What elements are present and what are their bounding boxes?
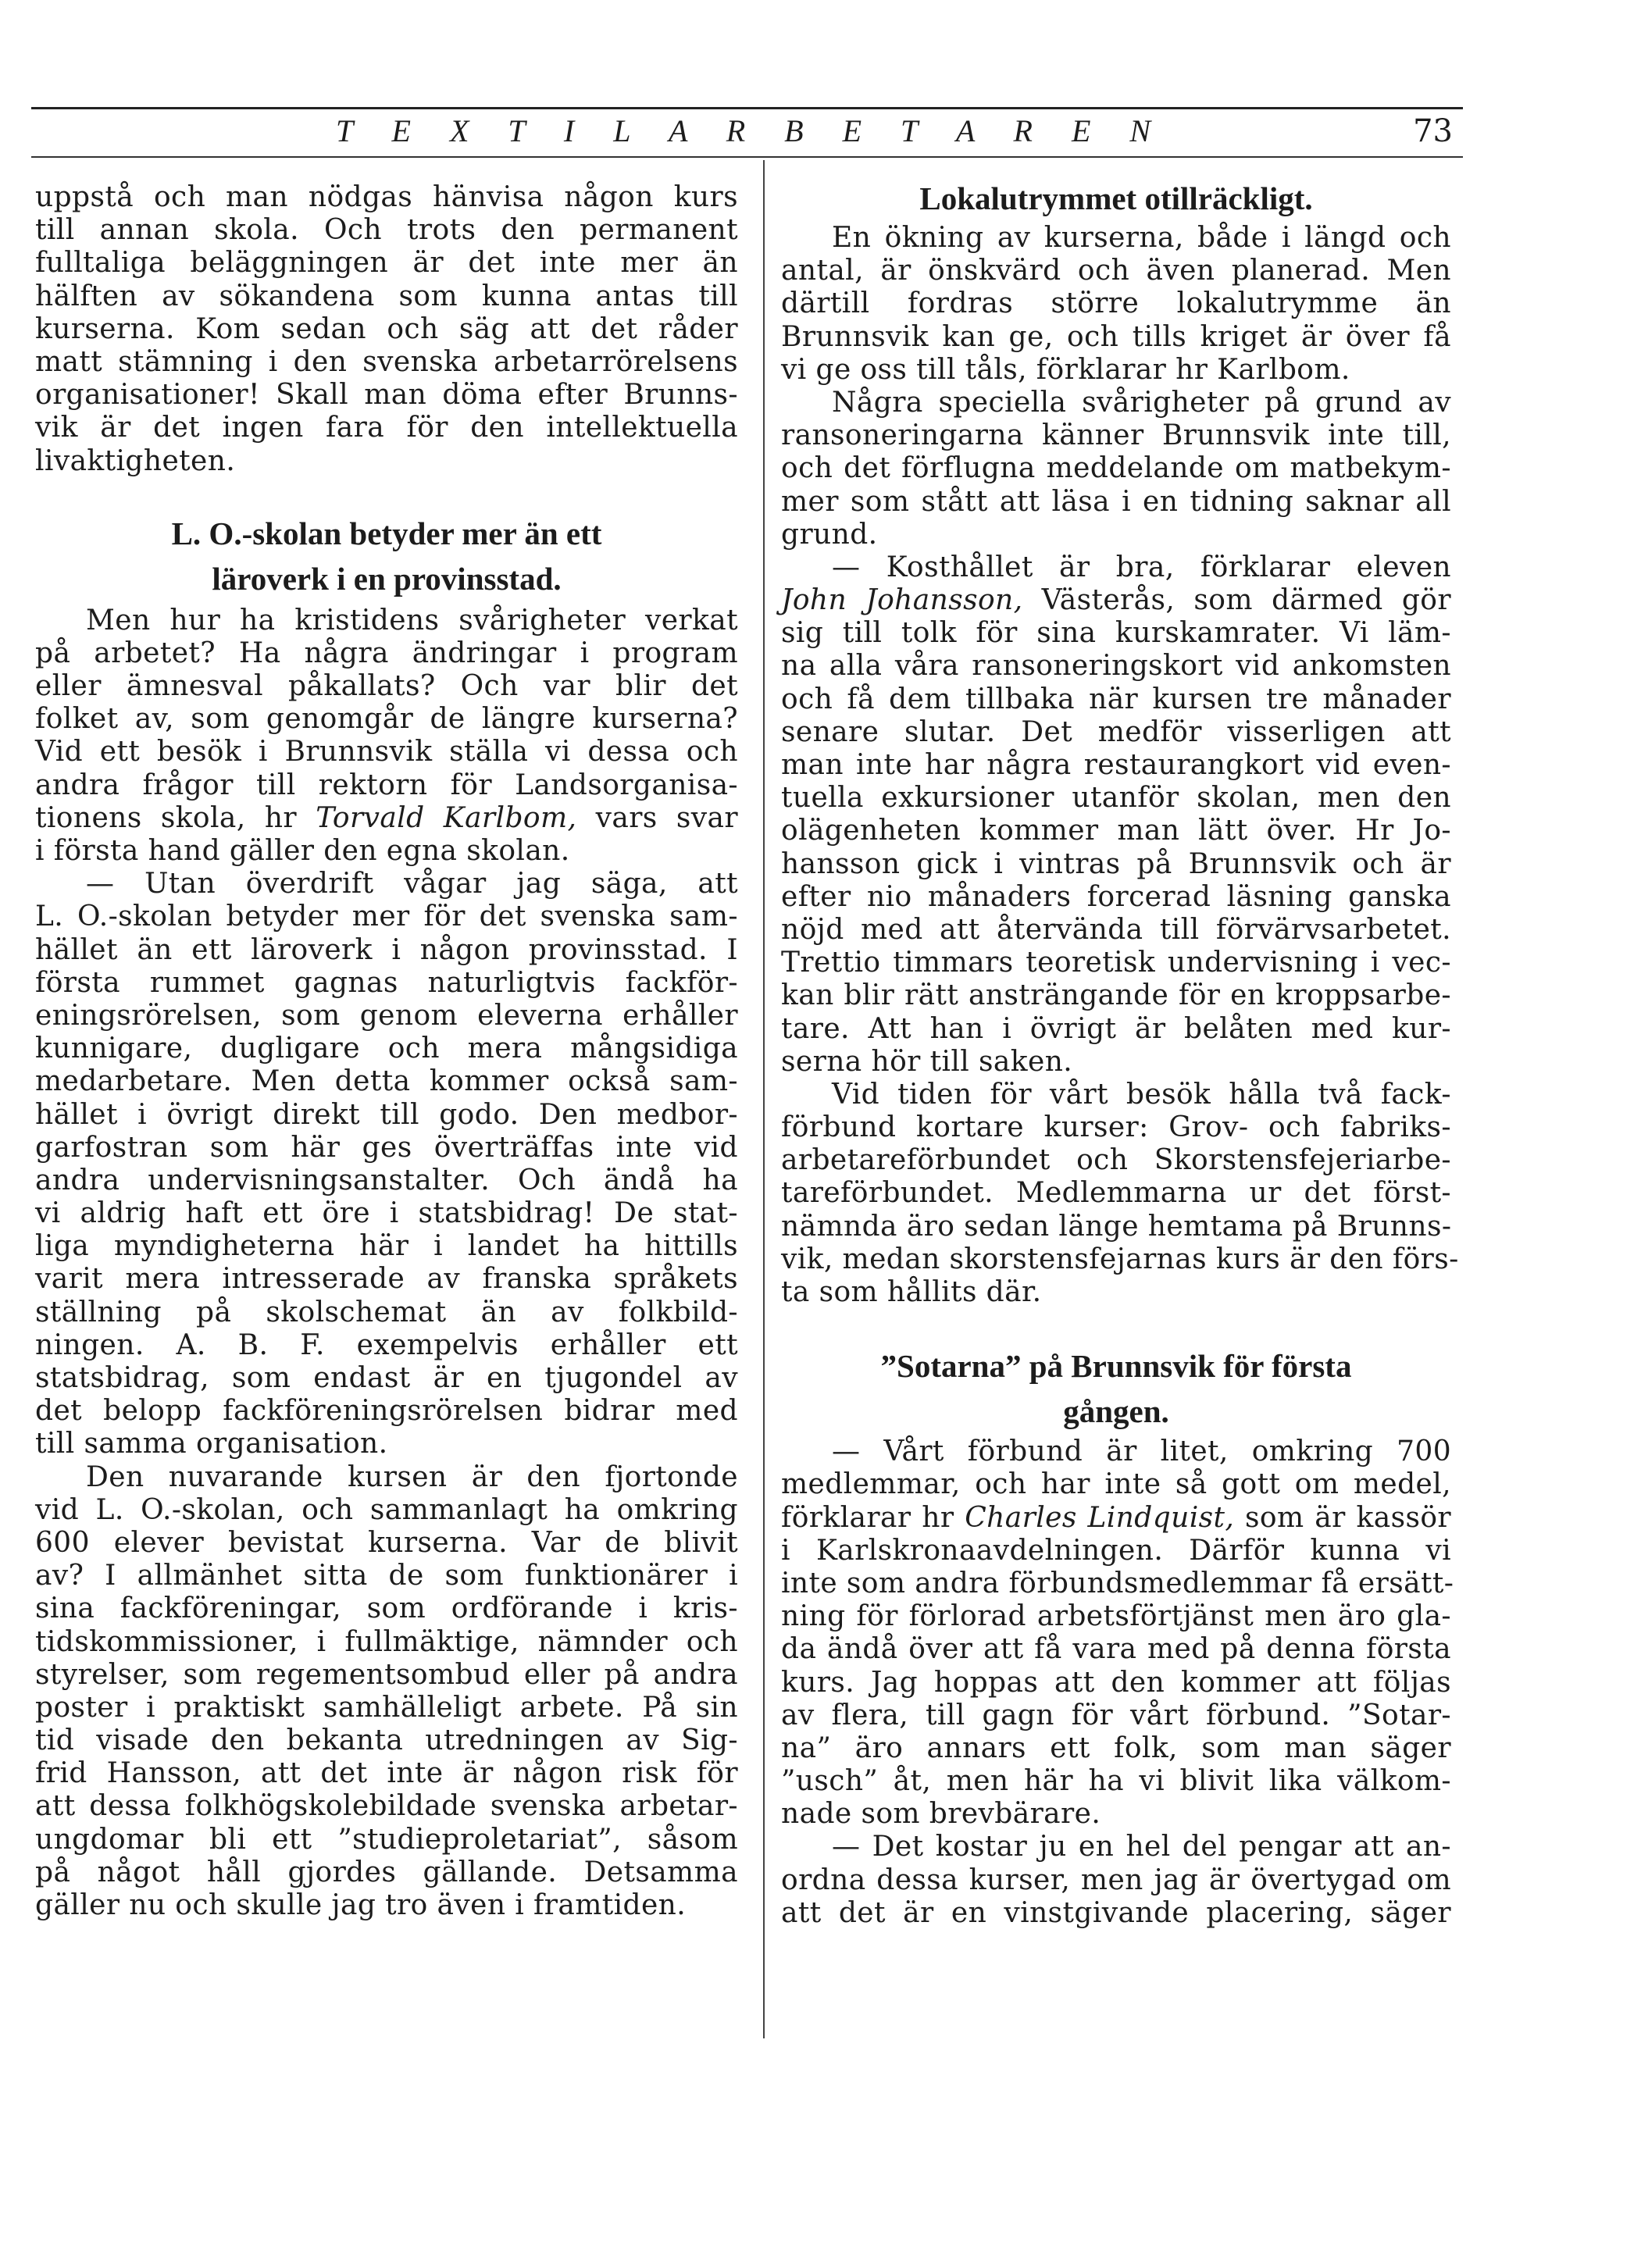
text-line: fulltaliga beläggningen är det inte mer än: [35, 247, 738, 280]
text-line: vik är det ingen fara för den intellektuella: [35, 412, 738, 444]
text-line: ”usch” åt, men här ha vi blivit lika välkom-: [781, 1765, 1451, 1798]
text-line: andra undervisningsanstalter. Och ändå ha: [35, 1164, 738, 1196]
text-run: Västerås, som därmed gör: [1022, 584, 1451, 617]
text-line: — Det kostar ju en hel del pengar att an-: [832, 1831, 1451, 1863]
text-line: ransoneringarna känner Brunnsvik inte till,: [781, 419, 1451, 452]
text-line: tareförbundet. Medlemmarna ur det först-: [781, 1177, 1451, 1210]
text-line: nade som brevbärare.: [781, 1798, 1101, 1831]
text-line: uppstå och man nödgas hänvisa någon kurs: [35, 181, 738, 213]
text-line: statsbidrag, som endast är en tjugondel av: [35, 1362, 738, 1394]
text-line: varit mera intresserade av franska språkets: [35, 1263, 738, 1296]
paragraph: [781, 387, 1451, 551]
text-line: av flera, till gagn för vårt förbund. ”Sotar-: [781, 1699, 1451, 1731]
text-line: medarbetare. Men detta kommer också sam-: [35, 1065, 738, 1098]
section-heading: L. O.-skolan betyder mer än ett: [171, 515, 602, 551]
paragraph: [35, 1461, 738, 1923]
section-heading: Lokalutrymmet otillräckligt.: [919, 180, 1313, 216]
text-line: antal, är önskvärd och även planerad. Men: [781, 255, 1451, 287]
paragraph: [781, 1435, 1454, 1831]
text-line: serna hör till saken.: [781, 1045, 1073, 1078]
text-line: kan blir rätt ansträngande för en kroppsarbe-: [781, 979, 1451, 1012]
person-name: Torvald Karlbom,: [316, 801, 577, 834]
text-line: efter nio månaders forcerad läsning ganska: [781, 880, 1451, 913]
text-line: [781, 1502, 1451, 1535]
text-line: senare slutar. Det medför visserligen att: [781, 715, 1451, 748]
text-line: 600 elever bevistat kurserna. Var de blivit: [35, 1526, 738, 1559]
paragraph: [35, 868, 738, 1460]
text-line: livaktigheten.: [35, 444, 236, 477]
text-line: na” äro annars ett folk, som man säger: [781, 1731, 1451, 1764]
text-line: grund.: [781, 518, 878, 551]
text-line: organisationer! Skall man döma efter Brunns-: [35, 379, 738, 412]
text-line: tuella exkursioner utanför skolan, men den: [781, 782, 1451, 815]
text-line: vi aldrig haft ett öre i statsbidrag! De stat-: [35, 1197, 738, 1230]
text-line: och det förflugna meddelande om matbekym-: [781, 452, 1451, 485]
paragraph: [35, 181, 738, 478]
text-line: vi ge oss till tåls, förklarar hr Karlbom.: [781, 353, 1350, 386]
left-column: [35, 181, 738, 1922]
paragraph: [781, 222, 1451, 387]
text-line: tid visade den bekanta utredningen av Sig-: [35, 1724, 738, 1757]
text-line: [35, 802, 738, 835]
paragraph: [35, 604, 738, 868]
text-line: poster i praktiskt samhälleligt arbete. På sin: [35, 1691, 738, 1724]
text-line: vik, medan skorstensfejarnas kurs är den förs-: [781, 1243, 1459, 1275]
text-line: Några speciella svårigheter på grund av: [832, 386, 1451, 419]
text-line: hället i övrigt direkt till godo. Den medbor-: [35, 1098, 738, 1131]
text-line: ställning på skolschemat än av folkbild-: [35, 1296, 738, 1328]
text-line: till annan skola. Och trots den permanent: [35, 214, 738, 247]
text-line: eller ämnesval påkallats? Och var blir det: [35, 670, 738, 703]
text-line: Vid tiden för vårt besök hålla två fack-: [832, 1078, 1451, 1111]
text-line: nämnda äro sedan länge hemtama på Brunns-: [781, 1210, 1452, 1243]
text-line: till samma organisation.: [35, 1428, 388, 1460]
header-rule-bottom: [31, 156, 1463, 158]
paragraph: [781, 551, 1451, 1079]
text-line: liga myndigheterna här i landet ha hittills: [35, 1230, 738, 1263]
text-line: första rummet gagnas naturligtvis fackför-: [35, 966, 738, 999]
section-heading: läroverk i en provinsstad.: [212, 560, 562, 597]
running-header-title: T E X T I L A R B E T A R E N: [336, 113, 1167, 148]
text-line: eningsrörelsen, som genom eleverna erhåller: [35, 999, 738, 1032]
text-line: hansson gick i vintras på Brunnsvik och är: [781, 847, 1451, 880]
text-line: Men hur ha kristidens svårigheter verkat: [86, 604, 738, 637]
text-line: [781, 584, 1451, 617]
text-line: på något håll gjordes gällande. Detsamma: [35, 1856, 738, 1888]
text-line: ordna dessa kurser, men jag är övertygad om: [781, 1863, 1451, 1896]
text-line: kurserna. Kom sedan och säg att det råder: [35, 312, 738, 345]
right-column: [781, 180, 1459, 1930]
text-line: Den nuvarande kursen är den fjortonde: [86, 1460, 738, 1493]
text-line: sig till tolk för sina kurskamrater. Vi läm-: [781, 617, 1451, 650]
text-line: olägenheten kommer man lätt över. Hr Jo-: [781, 815, 1451, 847]
text-line: Brunnsvik kan ge, och tills kriget är över få: [781, 320, 1451, 353]
text-line: därtill fordras större lokalutrymme än: [781, 287, 1451, 320]
text-line: ta som hållits där.: [781, 1276, 1042, 1308]
person-name: John Johansson,: [781, 584, 1023, 617]
text-line: matt stämning i den svenska arbetarrörelsens: [35, 345, 738, 378]
text-line: sina fackföreningar, som ordförande i kris-: [35, 1592, 738, 1625]
text-line: inte som andra förbundsmedlemmar få ersätt-: [781, 1567, 1454, 1599]
text-line: tare. Att han i övrigt är belåten med kur-: [781, 1012, 1451, 1045]
text-line: na alla våra ransoneringskort vid ankomsten: [781, 650, 1451, 683]
text-line: Vid ett besök i Brunnsvik ställa vi dessa och: [35, 736, 738, 768]
text-line: L. O.-skolan betyder mer för det svenska sam-: [35, 900, 738, 933]
text-line: ningen. A. B. F. exempelvis erhåller ett: [35, 1328, 738, 1361]
text-line: kurs. Jag hoppas att den kommer att följas: [781, 1666, 1451, 1699]
text-line: vid L. O.-skolan, och sammanlagt ha omkring: [35, 1493, 738, 1526]
section-heading: ”Sotarna” på Brunnsvik för första: [880, 1348, 1352, 1385]
text-line: Trettio timmars teoretisk undervisning i vec-: [781, 947, 1451, 979]
text-line: — Vårt förbund är litet, omkring 700: [832, 1435, 1451, 1468]
text-line: gäller nu och skulle jag tro även i framtiden.: [35, 1889, 687, 1921]
text-line: förbund kortare kurser: Grov- och fabriks-: [781, 1111, 1451, 1144]
text-line: En ökning av kurserna, både i längd och: [832, 222, 1451, 254]
text-run: förklarar hr: [781, 1501, 965, 1534]
person-name: Charles Lindquist,: [965, 1501, 1235, 1534]
text-line: hälften av sökandena som kunna antas till: [35, 280, 738, 312]
text-line: arbetareförbundet och Skorstensfejeriarbe-: [781, 1144, 1451, 1177]
paragraph: [781, 1078, 1459, 1309]
text-line: man inte har några restaurangkort vid even-: [781, 749, 1451, 781]
text-line: att det är en vinstgivande placering, säger: [781, 1896, 1451, 1929]
text-line: i Karlskronaavdelningen. Därför kunna vi: [781, 1534, 1451, 1567]
text-line: tidskommissioner, i fullmäktige, nämnder och: [35, 1625, 738, 1658]
page-number: 73: [1413, 113, 1453, 149]
text-line: och få dem tillbaka när kursen tre månader: [781, 683, 1451, 715]
text-line: folket av, som genomgår de längre kurserna?: [35, 703, 738, 736]
text-line: — Kosthållet är bra, förklarar eleven: [832, 551, 1451, 583]
text-line: ungdomar bli ett ”studieproletariat”, såsom: [35, 1823, 738, 1856]
text-line: av? I allmänhet sitta de som funktionärer i: [35, 1560, 738, 1592]
paragraph: [781, 1831, 1451, 1930]
text-line: att dessa folkhögskolebildade svenska arbetar-: [35, 1790, 738, 1823]
text-line: det belopp fackföreningsrörelsen bidrar med: [35, 1395, 738, 1428]
text-line: mer som stått att läsa i en tidning saknar all: [781, 485, 1451, 518]
text-line: garfostran som här ges överträffas inte vid: [35, 1131, 738, 1164]
section-heading: gången.: [1063, 1393, 1169, 1430]
text-line: andra frågor till rektorn för Landsorganisa-: [35, 768, 738, 801]
text-line: kunnigare, dugligare och mera mångsidiga: [35, 1032, 738, 1065]
text-run: som är kassör: [1234, 1501, 1451, 1534]
text-line: hället än ett läroverk i någon provinsstad. I: [35, 933, 738, 966]
text-line: i första hand gäller den egna skolan.: [35, 835, 570, 867]
text-line: medlemmar, och har inte så gott om medel,: [781, 1468, 1451, 1501]
text-line: styrelser, som regementsombud eller på andra: [35, 1658, 738, 1691]
text-run: vars svar: [576, 801, 738, 834]
column-divider: [763, 160, 765, 2038]
text-line: — Utan överdrift vågar jag säga, att: [86, 868, 738, 900]
text-run: tionens skola, hr: [35, 801, 316, 834]
text-line: da ändå över att få vara med på denna första: [781, 1633, 1451, 1666]
text-line: frid Hansson, att det inte är någon risk för: [35, 1757, 738, 1790]
text-line: ning för förlorad arbetsförtjänst men äro gla-: [781, 1600, 1451, 1633]
text-line: på arbetet? Ha några ändringar i program: [35, 637, 738, 669]
text-line: nöjd med att återvända till förvärvsarbetet.: [781, 913, 1451, 946]
